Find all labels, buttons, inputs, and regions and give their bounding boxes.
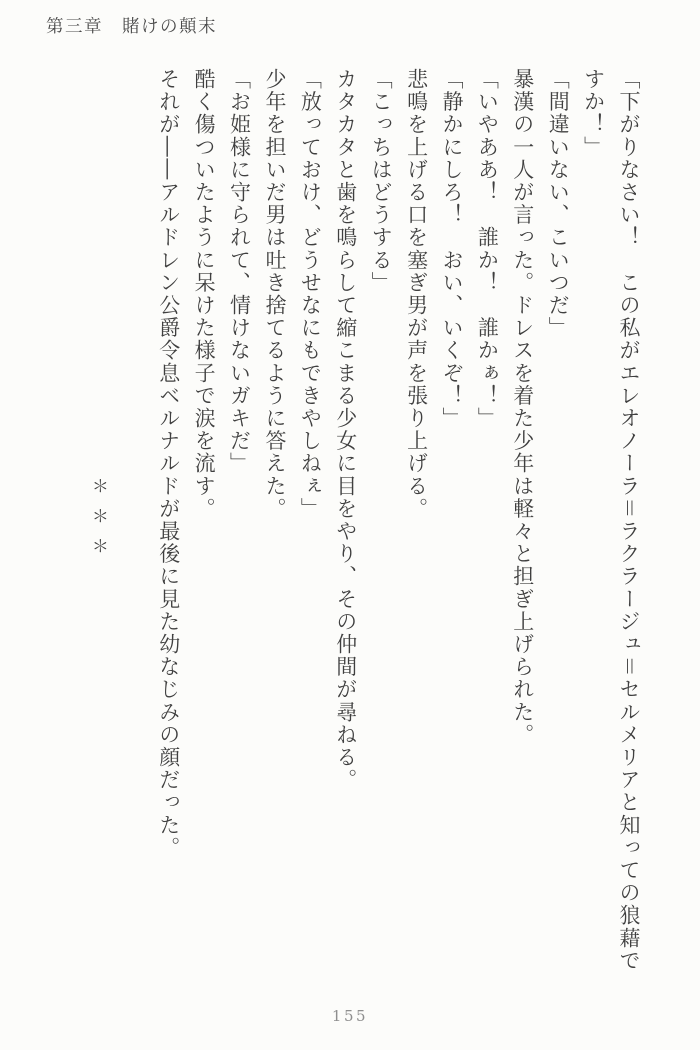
text-line: 「こっちはどうする」 (369, 68, 394, 294)
text-line: 「下がりなさい！ この私がエレオノーラ＝ラクラージュ＝セルメリアと知っての狼藉で (617, 68, 641, 972)
text-line: 「お姫様に守られて、情けないガキだ」 (227, 68, 252, 475)
text-line: 暴漢の一人が言った。ドレスを着た少年は軽々と担ぎ上げられた。 (510, 68, 535, 746)
page-body-text (80, 68, 647, 976)
text-line: 少年を担いだ男は吐き捨てるように答えた。 (262, 68, 287, 520)
text-line: それが――アルドレン公爵令息ベルナルドが最後に見た幼なじみの顔だった。 (156, 68, 181, 859)
text-line: すか！」 (581, 68, 606, 159)
page-number: 155 (331, 1007, 369, 1025)
text-line: 「いやああ！ 誰か！ 誰かぁ！」 (475, 68, 500, 430)
text-line: 「間違いない、こいつだ」 (546, 68, 571, 340)
chapter-header: 第三章 賭けの顛末 (46, 17, 217, 37)
text-line: 「静かにしろ！ おい、いくぞ！」 (439, 68, 464, 430)
text-line: 酷く傷ついたように呆けた様子で涙を流す。 (192, 68, 217, 520)
scene-break-marker: ＊＊＊ (87, 477, 108, 567)
text-line: カタカタと歯を鳴らして縮こまる少女に目をやり、その仲間が尋ねる。 (333, 68, 358, 792)
text-line: 「放っておけ、どうせなにもできやしねぇ」 (298, 68, 323, 520)
text-line: 悲鳴を上げる口を塞ぎ男が声を張り上げる。 (404, 68, 429, 520)
text-line (115, 68, 150, 976)
